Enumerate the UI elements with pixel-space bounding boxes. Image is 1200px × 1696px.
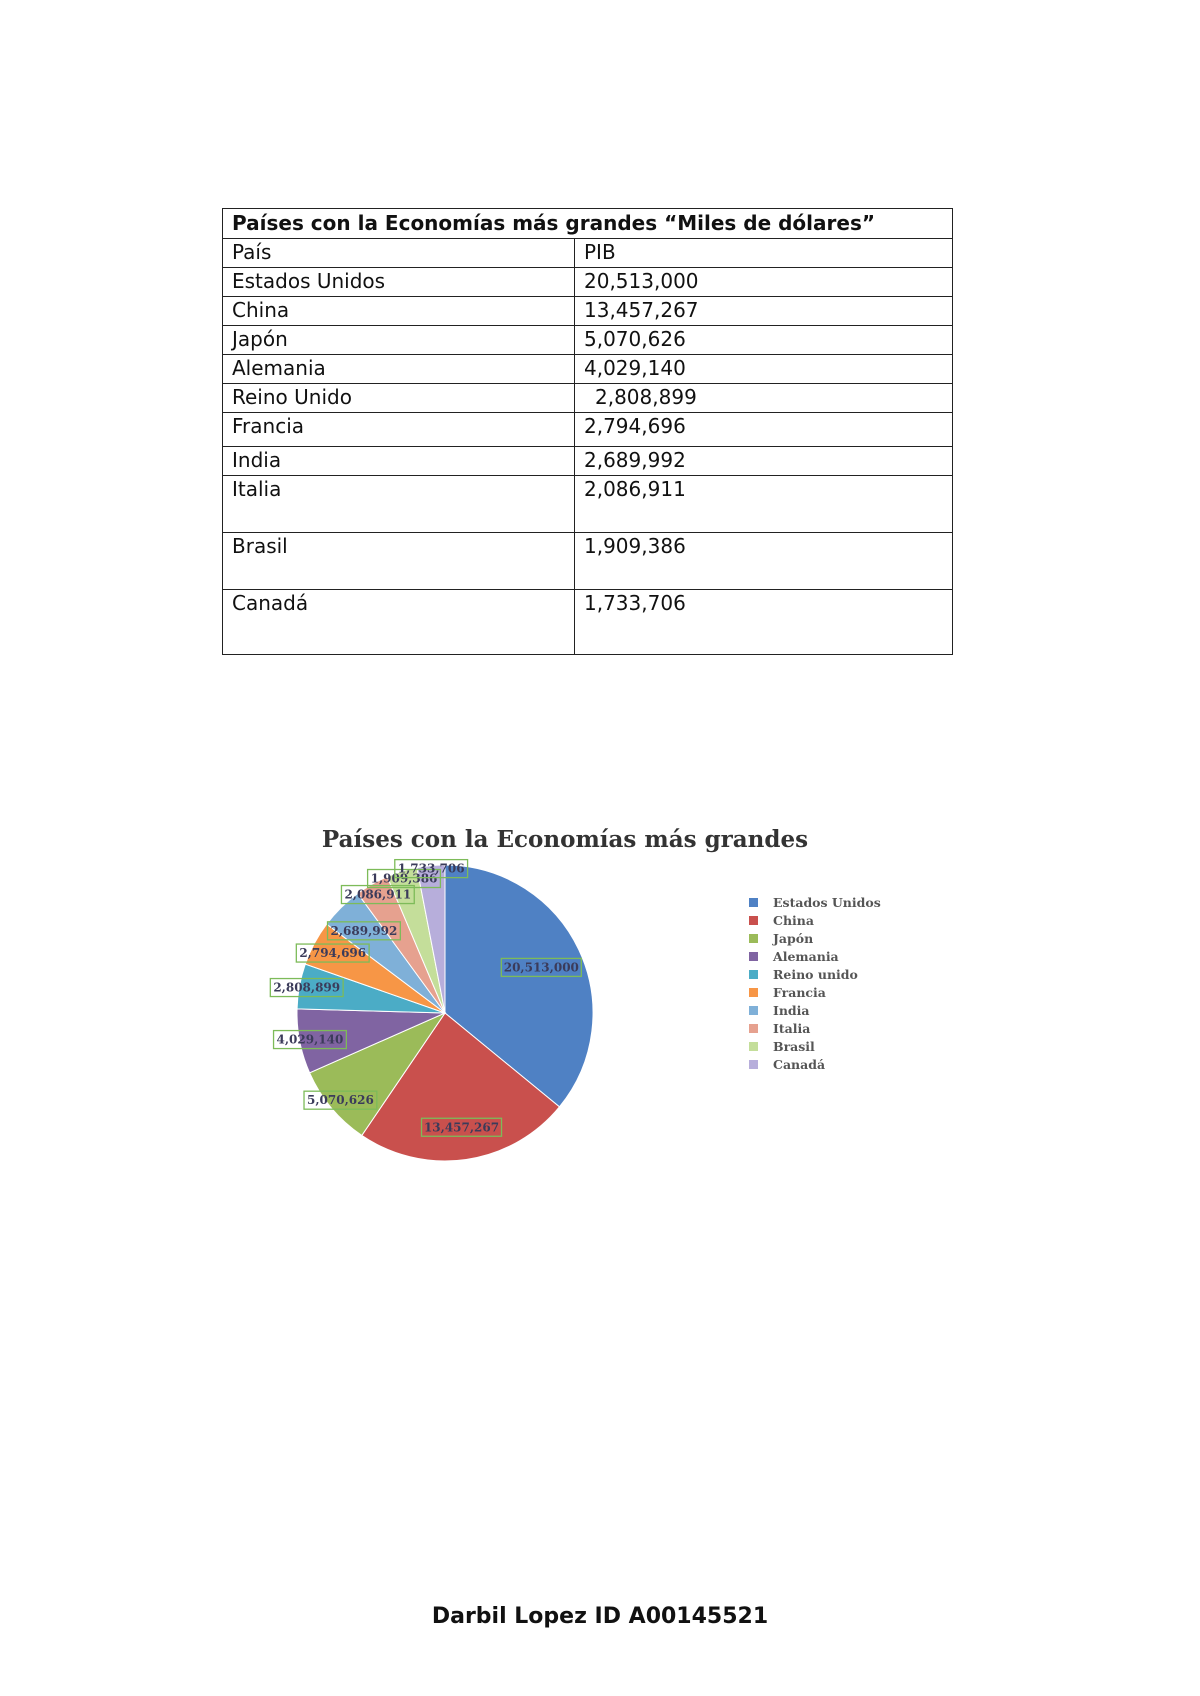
author-footer: Darbil Lopez ID A00145521 bbox=[431, 1604, 769, 1629]
legend-item-canada bbox=[749, 1055, 881, 1073]
cell-value: 2,086,911 bbox=[575, 476, 953, 533]
legend-swatch bbox=[749, 934, 758, 943]
cell-value: 4,029,140 bbox=[575, 355, 953, 384]
legend-label: Reino unido bbox=[773, 966, 858, 982]
header-country: País bbox=[223, 239, 575, 268]
data-label-china: 13,457,267 bbox=[423, 1120, 500, 1135]
cell-value: 2,689,992 bbox=[575, 447, 953, 476]
legend-item-japon bbox=[749, 929, 881, 947]
data-label-italia: 2,086,911 bbox=[344, 887, 412, 902]
cell-country: Japón bbox=[223, 326, 575, 355]
cell-value: 2,794,696 bbox=[575, 413, 953, 447]
legend-label: Italia bbox=[773, 1020, 811, 1036]
table-title: Países con la Economías más grandes “Miles de dólares” bbox=[223, 209, 953, 239]
legend-item-italia bbox=[749, 1019, 881, 1037]
data-label-alemania: 4,029,140 bbox=[276, 1032, 344, 1047]
legend-swatch bbox=[749, 952, 758, 961]
legend-label: Alemania bbox=[773, 948, 839, 964]
cell-value: 1,909,386 bbox=[575, 533, 953, 590]
data-label-estados-unidos: 20,513,000 bbox=[503, 960, 579, 975]
cell-country: Reino Unido bbox=[223, 384, 575, 413]
legend-swatch bbox=[749, 970, 758, 979]
legend-swatch bbox=[749, 916, 758, 925]
legend-item-india bbox=[749, 1001, 881, 1019]
legend-swatch bbox=[749, 1060, 758, 1069]
legend-item-alemania bbox=[749, 947, 881, 965]
cell-country: Brasil bbox=[223, 533, 575, 590]
cell-value: 1,733,706 bbox=[575, 590, 953, 655]
legend-swatch bbox=[749, 898, 758, 907]
legend-label: Canadá bbox=[773, 1056, 826, 1072]
legend-swatch bbox=[749, 1006, 758, 1015]
legend-label: Japón bbox=[773, 930, 814, 946]
cell-country: India bbox=[223, 447, 575, 476]
legend-label: China bbox=[773, 912, 814, 928]
cell-country: China bbox=[223, 297, 575, 326]
data-label-japon: 5,070,626 bbox=[307, 1093, 374, 1108]
cell-value: 20,513,000 bbox=[575, 268, 953, 297]
cell-country: Francia bbox=[223, 413, 575, 447]
data-label-canada: 1,733,706 bbox=[397, 861, 465, 876]
legend-swatch bbox=[749, 988, 758, 997]
legend-item-china bbox=[749, 911, 881, 929]
cell-country: Alemania bbox=[223, 355, 575, 384]
cell-value: 13,457,267 bbox=[575, 297, 953, 326]
data-label-brasil: 1,909,386 bbox=[370, 871, 438, 886]
cell-country: Canadá bbox=[223, 590, 575, 655]
data-label-reino-unido: 2,808,899 bbox=[273, 980, 341, 995]
legend-swatch bbox=[749, 1042, 758, 1051]
cell-country: Italia bbox=[223, 476, 575, 533]
legend-label: Estados Unidos bbox=[773, 894, 881, 910]
legend-item-francia bbox=[749, 983, 881, 1001]
chart-legend bbox=[749, 893, 881, 1073]
legend-label: India bbox=[773, 1002, 810, 1018]
cell-country: Estados Unidos bbox=[223, 268, 575, 297]
header-value: PIB bbox=[575, 239, 953, 268]
legend-item-reino-unido bbox=[749, 965, 881, 983]
legend-item-estados-unidos bbox=[749, 893, 881, 911]
legend-label: Francia bbox=[773, 984, 826, 1000]
data-label-francia: 2,794,696 bbox=[299, 946, 367, 961]
legend-item-brasil bbox=[749, 1037, 881, 1055]
legend-swatch bbox=[749, 1024, 758, 1033]
cell-value: 2,808,899 bbox=[575, 384, 953, 413]
chart-title: Países con la Economías más grandes bbox=[321, 826, 809, 853]
legend-label: Brasil bbox=[773, 1038, 815, 1054]
cell-value: 5,070,626 bbox=[575, 326, 953, 355]
data-label-india: 2,689,992 bbox=[330, 923, 398, 938]
